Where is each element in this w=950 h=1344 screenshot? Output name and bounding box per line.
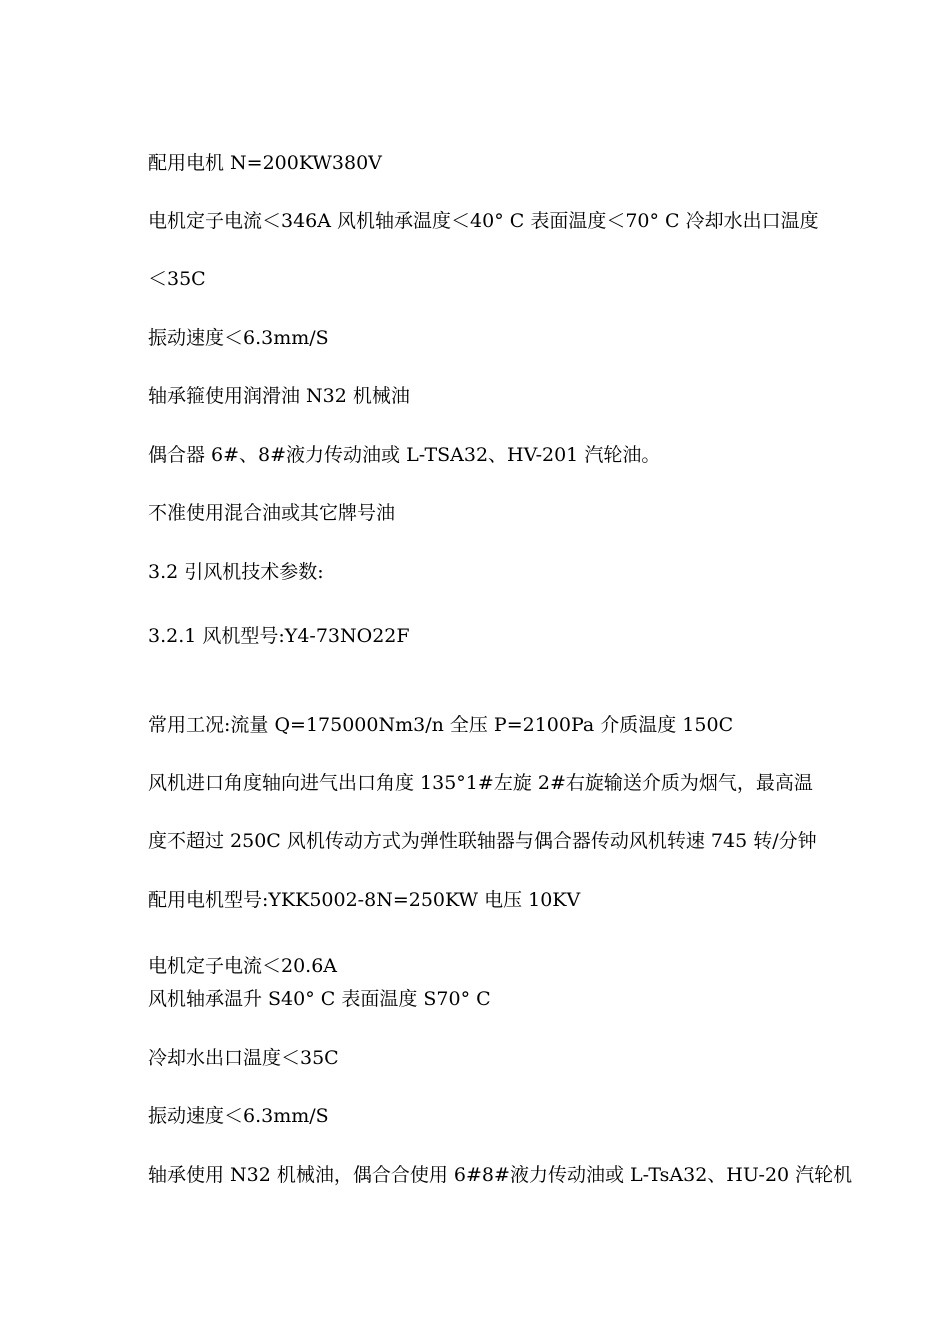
text-line: 轴承使用 N32 机械油，偶合合使用 6#8#液力传动油或 L-TsA32、HU-20 汽轮机 — [148, 1164, 853, 1186]
text-line: 配用电机 N=200KW380V — [148, 152, 382, 174]
text-line: 冷却水出口温度＜35C — [148, 1047, 339, 1069]
text-line: 振动速度＜6.3mm/S — [148, 327, 329, 349]
text-line: 常用工况:流量 Q=175000Nm3/n 全压 P=2100Pa 介质温度 150C — [148, 714, 734, 736]
text-line: 振动速度＜6.3mm/S — [148, 1105, 329, 1127]
text-line: ＜35C — [148, 268, 206, 290]
text-line: 电机定子电流＜20.6A — [148, 955, 338, 977]
text-line: 风机轴承温升 S40° C 表面温度 S70° C — [148, 988, 491, 1010]
subsection-heading: 3.2.1 风机型号:Y4-73NO22F — [148, 625, 410, 647]
text-line: 配用电机型号:YKK5002-8N=250KW 电压 10KV — [148, 889, 581, 911]
section-heading: 3.2 引风机技术参数: — [148, 561, 324, 583]
text-line: 度不超过 250C 风机传动方式为弹性联轴器与偶合器传动风机转速 745 转/分钟 — [148, 830, 817, 852]
text-line: 偶合器 6#、8#液力传动油或 L-TSA32、HV-201 汽轮油。 — [148, 444, 661, 466]
text-line: 风机进口角度轴向进气出口角度 135°1#左旋 2#右旋输送介质为烟气，最高温 — [148, 772, 813, 794]
text-line: 电机定子电流＜346A 风机轴承温度＜40° C 表面温度＜70° C 冷却水出口温度 — [148, 210, 819, 232]
text-line: 轴承箍使用润滑油 N32 机械油 — [148, 385, 410, 407]
text-line: 不准使用混合油或其它牌号油 — [148, 502, 396, 524]
